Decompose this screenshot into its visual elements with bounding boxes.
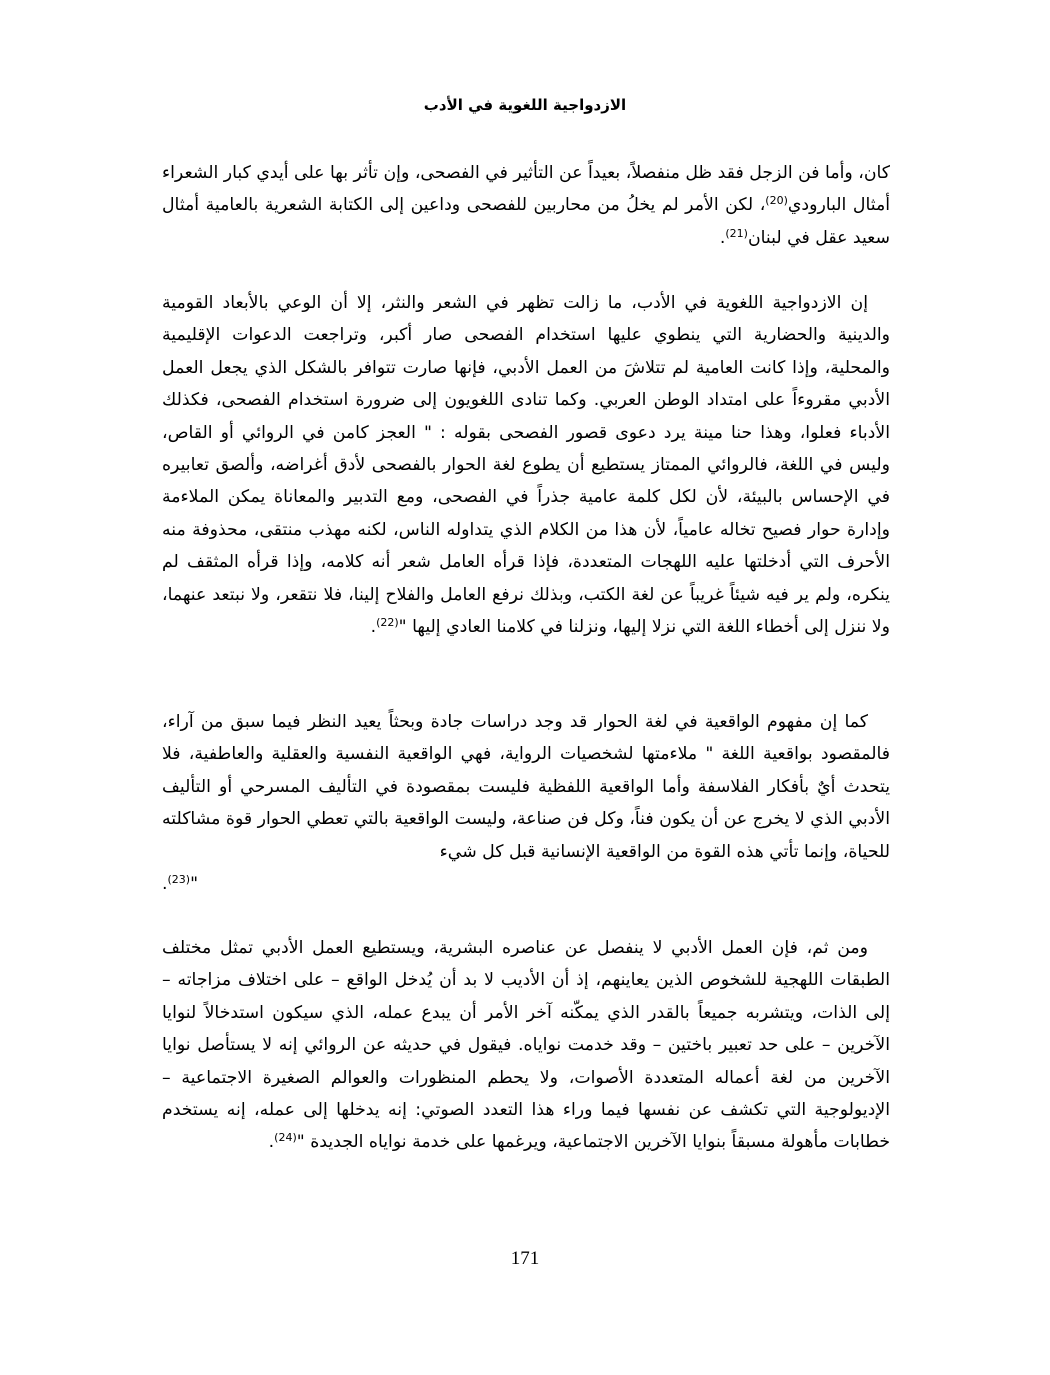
paragraph-text: ، لكن الأمر لم يخلُ من محاربين للفصحى وداعين إلى الكتابة الشعرية بالعامية أمثال سعيد عقل في لبنان (162, 195, 890, 248)
footnote-ref-23: (23) (167, 873, 191, 887)
paragraph-3 (162, 706, 890, 900)
paragraph-text: . (268, 1132, 275, 1153)
paragraph-text: كان، وأما فن الزجل فقد ظل منفصلاً، بعيداً عن التأثير في الفصحى، وإن تأثر بها على أيدي كبار الشعراء أمثال البارودي (162, 163, 890, 216)
quote-close: " (190, 874, 199, 895)
paragraph-text: . (719, 227, 726, 248)
paragraph-text: إن الازدواجية اللغوية في الأدب، ما زالت تظهر في الشعر والنثر، إلا أن الوعي بالأبعاد القومية والدينية والحضارية التي ينطوي عليها استخدام الفصحى صار أكبر، وتراجعت الدعوات الإقليمية والمحلية، وإذا كانت العامية لم تتلاشَ من العمل الأدبي، فإنها صارت تتوافر بالشكل الذي يجعل العمل الأدبي مقروءاً على امتداد الوطن العربي. وكما تنادى اللغويون إلى ضرورة استخدام الفصحى، فكذلك الأدباء فعلوا، وهذا حنا مينة يرد دعوى قصور الفصحى بقوله : " العجز كامن في الروائي أو القاص، وليس في اللغة، فالروائي الممتاز يستطيع أن يطوع لغة الحوار بالفصحى لأدق أغراضه، وألصق تعابيره في الإحساس بالبيئة، لأن لكل كلمة عامية جذراً في الفصحى، ومع التدبير والمعاناة يمكن الملاءمة وإدارة حوار فصيح تخاله عامياً، لأن هذا من الكلام الذي يتداوله الناس، لكنه مهذب منتقى، محذوفة منه الأحرف التي أدخلتها عليه اللهجات المتعددة، فإذا قرأه العامل شعر أنه كلامه، وإذا قرأه المثقف لم ينكره، ولم ير فيه شيئاً غريباً عن لغة الكتب، وبذلك نرفع العامل والفلاح إلينا، فلا نتقعر، ولا نبتعد عنهما، ولا ننزل إلى أخطاء اللغة التي نزلا إليها، ونزلنا في كلامنا العادي إليها " (162, 293, 890, 638)
page-number: 171 (510, 1248, 540, 1269)
paragraph-text: . (162, 874, 168, 895)
paragraph-text: . (370, 617, 377, 638)
body-section-3 (162, 706, 890, 900)
paragraph-text: ومن ثم، فإن العمل الأدبي لا ينفصل عن عناصره البشرية، ويستطيع العمل الأدبي تمثل مختلف الطبقات اللهجية للشخوص الذين يعاينهم، إذ أن الأديب لا بد أن يُدخل الواقع – على اختلاف مزاجاته – إلى الذات، ويتشربه جميعاً بالقدر الذي يمكّنه آخر الأمر أن يبدع عمله، الذي سيكون استدخالاً لنوايا الآخرين – على حد تعبير باختين – وقد خدمت نواياه. فيقول في حديثه عن الروائي إنه لا يستأصل نوايا الآخرين من لغة أعماله المتعددة الأصوات، ولا يحطم المنظورات والعوالم الصغيرة الاجتماعية – الإديولوجية التي تكشف عن نفسها فيما وراء هذا التعدد الصوتي: إنه يدخلها إلى عمله، إنه يستخدم خطابات مأهولة مسبقاً بنوايا الآخرين الاجتماعية، ويرغمها على خدمة نواياه الجديدة " (162, 938, 890, 1153)
footnote-ref-22: (22) (376, 616, 399, 630)
paragraph-text: كما إن مفهوم الواقعية في لغة الحوار قد وجد دراسات جادة وبحثاً يعيد النظر فيما سبق من آراء، فالمقصود بواقعية اللغة " ملاءمتها لشخصيات الرواية، فهي الواقعية النفسية والعقلية والعاطفية، فلا يتحدث أيٌ بأفكار الفلاسفة وأما الواقعية اللفظية فليست بمقصودة في التأليف المسرحي أو التأليف الأدبي الذي لا يخرج عن أن يكون فناً، وكل فن صناعة، وليست الواقعية بالتي تعطي الحوار قوة مشاكلته للحياة، وإنما تأتي هذه القوة من الواقعية الإنسانية قبل كل شيء (162, 712, 890, 862)
footnote-ref-21: (21) (725, 226, 748, 240)
footnote-line (162, 868, 890, 900)
body-section-2 (162, 287, 890, 643)
body-section-1 (162, 157, 890, 254)
body-section-4 (162, 932, 890, 1159)
paragraph-1 (162, 157, 890, 254)
paragraph-2 (162, 287, 890, 643)
footnote-ref-20: (20) (765, 194, 788, 208)
paragraph-4 (162, 932, 890, 1159)
running-header: الازدواجية اللغوية في الأدب (423, 96, 627, 114)
footnote-ref-24: (24) (274, 1131, 297, 1145)
